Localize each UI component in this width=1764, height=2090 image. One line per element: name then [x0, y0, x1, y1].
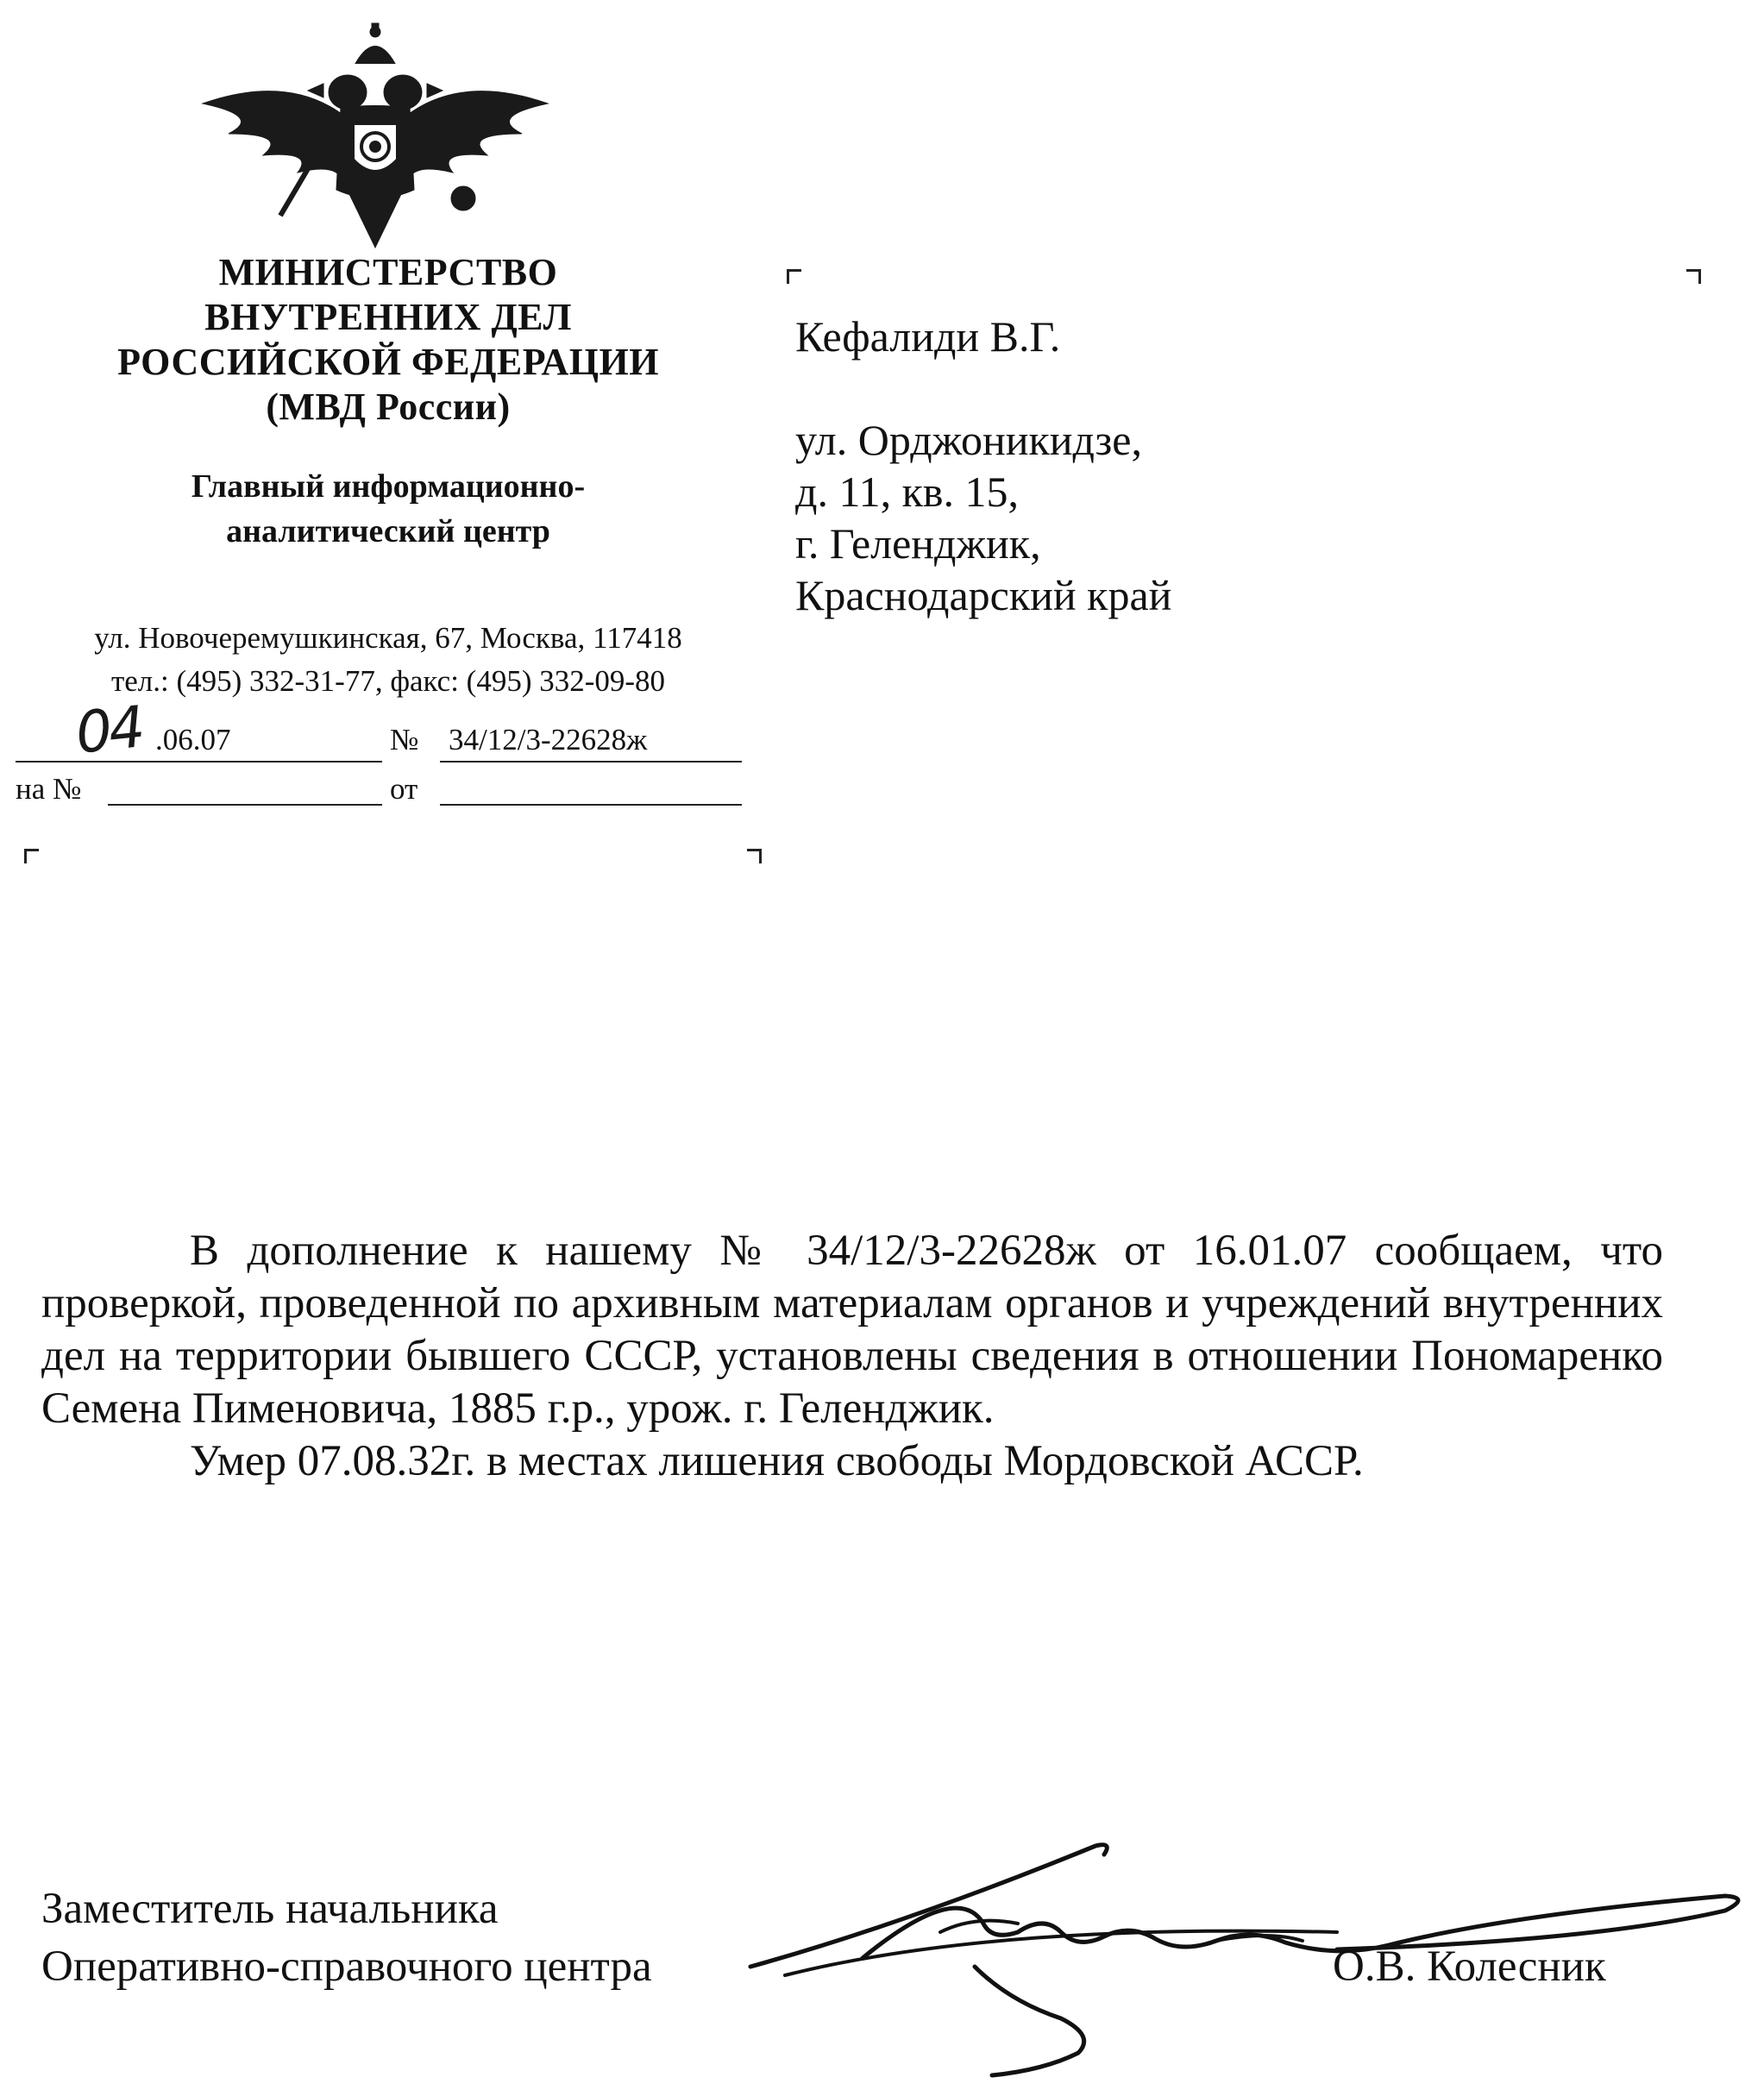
handwritten-signature [733, 1794, 1751, 2079]
date-underline [16, 761, 382, 763]
ref-from-label: от [390, 772, 418, 806]
ref-date-underline [440, 804, 742, 806]
sender-street-address: ул. Новочеремушкинская, 67, Москва, 117418 [94, 621, 682, 655]
signatory-title-line-2: Оперативно-справочного центра [41, 1943, 652, 1991]
department-line-1: Главный информационно- [191, 468, 586, 505]
number-label: № [390, 723, 419, 756]
date-rest: .06.07 [155, 723, 231, 756]
handwritten-date-day: 04 [72, 694, 145, 767]
ministry-line-3: РОССИЙСКОЙ ФЕДЕРАЦИИ [117, 341, 659, 383]
address-corner-top-left [787, 269, 801, 284]
sender-phone-fax: тел.: (495) 332-31-77, факс: (495) 332-09-80 [110, 664, 666, 698]
ministry-abbrev: (МВД России) [266, 386, 511, 428]
department-line-2: аналитический центр [226, 513, 550, 549]
recipient-address-line-3: г. Геленджик, [795, 519, 1041, 568]
recipient-name: Кефалиди В.Г. [795, 312, 1061, 361]
recipient-address-line-2: д. 11, кв. 15, [795, 468, 1019, 516]
double-headed-eagle-emblem-icon [194, 22, 556, 254]
signatory-title-line-1: Заместитель начальника [41, 1885, 499, 1933]
subject-corner-top-right [747, 849, 762, 863]
sender-address [17, 617, 759, 703]
ref-number-label: на № [16, 772, 82, 806]
department-name [17, 464, 759, 554]
body-paragraph-1: В дополнение к нашему № 34/12/3-22628ж от 16.01.07 сообщаем, что проверкой, проведенной по архивным материалам органов и учреждений внутренних дел на территории бывшего СССР, установлены сведения в отношении Пономаренко Семена Пименовича, 1885 г.р., урож. г. Геленджик. [41, 1227, 1663, 1433]
number-underline [440, 761, 742, 763]
ministry-line-2: ВНУТРЕННИХ ДЕЛ [204, 296, 572, 338]
ministry-line-1: МИНИСТЕРСТВО [218, 251, 558, 293]
recipient-address-line-4: Краснодарский край [795, 571, 1172, 619]
subject-corner-top-left [24, 849, 39, 863]
ref-number-underline [108, 804, 382, 806]
outgoing-number: 34/12/3-22628ж [449, 723, 648, 756]
address-corner-top-right [1686, 269, 1701, 284]
body-paragraph-2: Умер 07.08.32г. в местах лишения свободы Мордовской АССР. [190, 1437, 1364, 1485]
recipient-block [795, 311, 1701, 621]
signatory-title [41, 1880, 652, 1996]
ministry-header [17, 250, 759, 554]
letter-body [41, 1225, 1663, 1488]
signatory-name: О.В. Колесник [1333, 1943, 1606, 1991]
recipient-address-line-1: ул. Орджоникидзе, [795, 416, 1143, 464]
